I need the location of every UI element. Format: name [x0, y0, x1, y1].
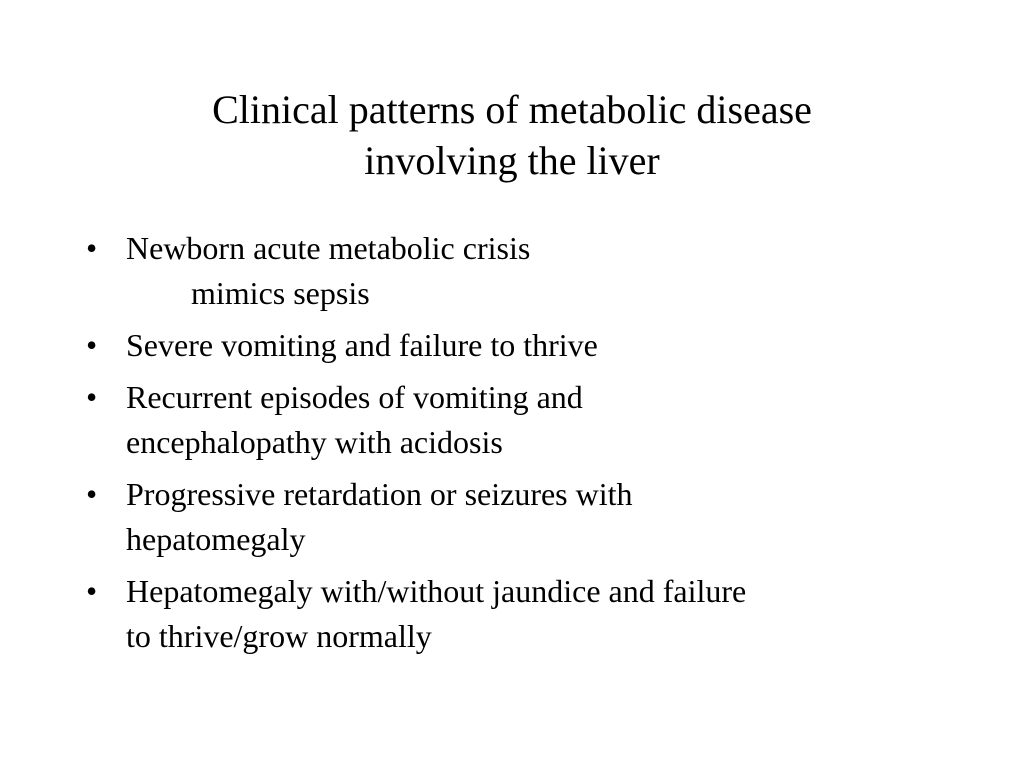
bullet-text-continued: encephalopathy with acidosis	[126, 424, 503, 460]
slide-title-line-1: Clinical patterns of metabolic disease	[212, 87, 812, 132]
bullet-item-3	[86, 375, 946, 465]
bullet-list	[86, 226, 946, 666]
bullet-marker: •	[86, 379, 98, 415]
bullet-item-5	[86, 569, 946, 659]
bullet-text-continued: hepatomegaly	[126, 521, 306, 557]
bullet-text: Severe vomiting and failure to thrive	[126, 327, 598, 363]
bullet-text: Recurrent episodes of vomiting and	[126, 379, 583, 415]
bullet-marker: •	[86, 230, 98, 266]
slide-title	[0, 84, 1024, 186]
bullet-text-continued: to thrive/grow normally	[126, 618, 432, 654]
bullet-subtext: mimics sepsis	[191, 275, 370, 311]
bullet-text: Progressive retardation or seizures with	[126, 476, 633, 512]
slide-title-line-2: involving the liver	[364, 138, 660, 183]
bullet-text: Hepatomegaly with/without jaundice and failure	[126, 573, 747, 609]
bullet-marker: •	[86, 476, 98, 512]
bullet-marker: •	[86, 327, 98, 363]
bullet-marker: •	[86, 573, 98, 609]
bullet-item-1	[86, 226, 946, 316]
bullet-item-2	[86, 323, 946, 368]
bullet-text: Newborn acute metabolic crisis	[126, 230, 531, 266]
bullet-item-4	[86, 472, 946, 562]
